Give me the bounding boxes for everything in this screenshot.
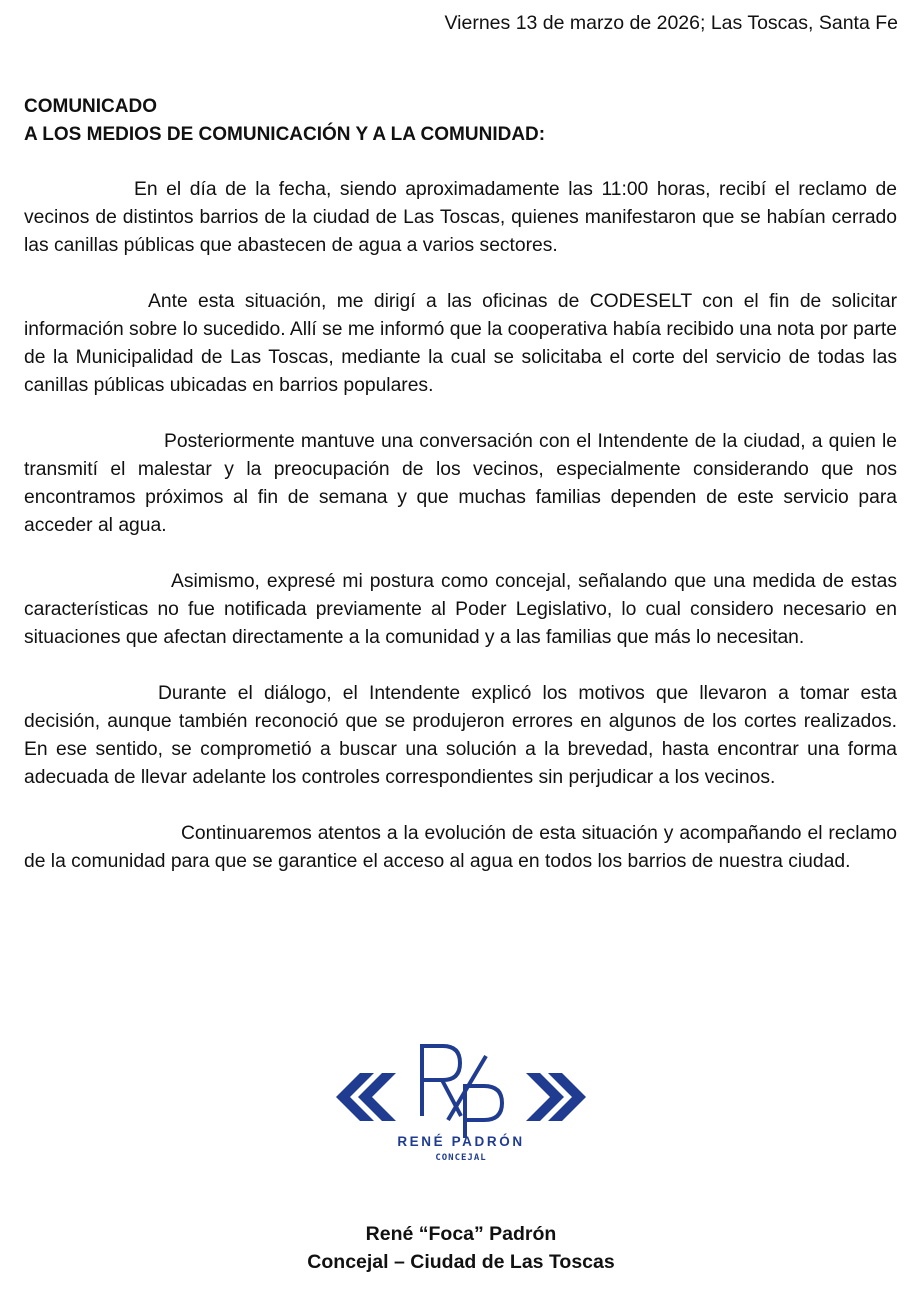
rene-padron-logo [330, 1038, 592, 1183]
paragraph-2: Ante esta situación, me dirigí a las oficinas de CODESELT con el fin de solicitar información sobre lo sucedido. Allí se me informó que la cooperativa había recibido una nota por parte de la Municipalidad de Las Toscas, mediante la cual se solicitaba el corte del servicio de todas las canillas públicas ubicadas en barrios populares. [24, 291, 897, 396]
release-heading [24, 93, 545, 149]
rp-monogram-icon [330, 1038, 592, 1138]
release-body [24, 176, 897, 904]
paragraph-3: Posteriormente mantuve una conversación con el Intendente de la ciudad, a quien le transmití el malestar y la preocupación de los vecinos, especialmente considerando que nos encontramos próximos al fin de semana y que muchas familias dependen de este servicio para acceder al agua. [24, 431, 897, 536]
paragraph-6: Continuaremos atentos a la evolución de esta situación y acompañando el reclamo de la comunidad para que se garantice el acceso al agua en todos los barrios de nuestra ciudad. [24, 823, 897, 872]
heading-recipients: A LOS MEDIOS DE COMUNICACIÓN Y A LA COMUNIDAD: [24, 124, 546, 145]
paragraph-4: Asimismo, expresé mi postura como concejal, señalando que una medida de estas características no fue notificada previamente al Poder Legislativo, lo cual considero necesario en situaciones que afectan directamente a la comunidad y a las familias que más lo necesitan. [24, 571, 897, 648]
signature-block [0, 1220, 922, 1276]
paragraph-5: Durante el diálogo, el Intendente explicó los motivos que llevaron a tomar esta decisión, aunque también reconoció que se produjeron errores en algunos de los cortes realizados. En ese sentido, se comprometió a buscar una solución a la brevedad, hasta encontrar una forma adecuada de llevar adelante los controles correspondientes sin perjudicar a los vecinos. [24, 683, 897, 788]
logo-name-text: RENÉ PADRÓN [397, 1134, 525, 1149]
date-place-line: Viernes 13 de marzo de 2026; Las Toscas, Santa Fe [444, 12, 898, 34]
paragraph-1: En el día de la fecha, siendo aproximadamente las 11:00 horas, recibí el reclamo de vecinos de distintos barrios de la ciudad de Las Toscas, quienes manifestaron que se habían cerrado las canillas públicas que abastecen de agua a varios sectores. [24, 179, 897, 256]
logo-subtitle-text: CONCEJAL [435, 1153, 487, 1163]
signature-name: René “Foca” Padrón [365, 1223, 557, 1245]
signature-title: Concejal – Ciudad de Las Toscas [307, 1251, 615, 1273]
heading-title: COMUNICADO [24, 96, 157, 117]
